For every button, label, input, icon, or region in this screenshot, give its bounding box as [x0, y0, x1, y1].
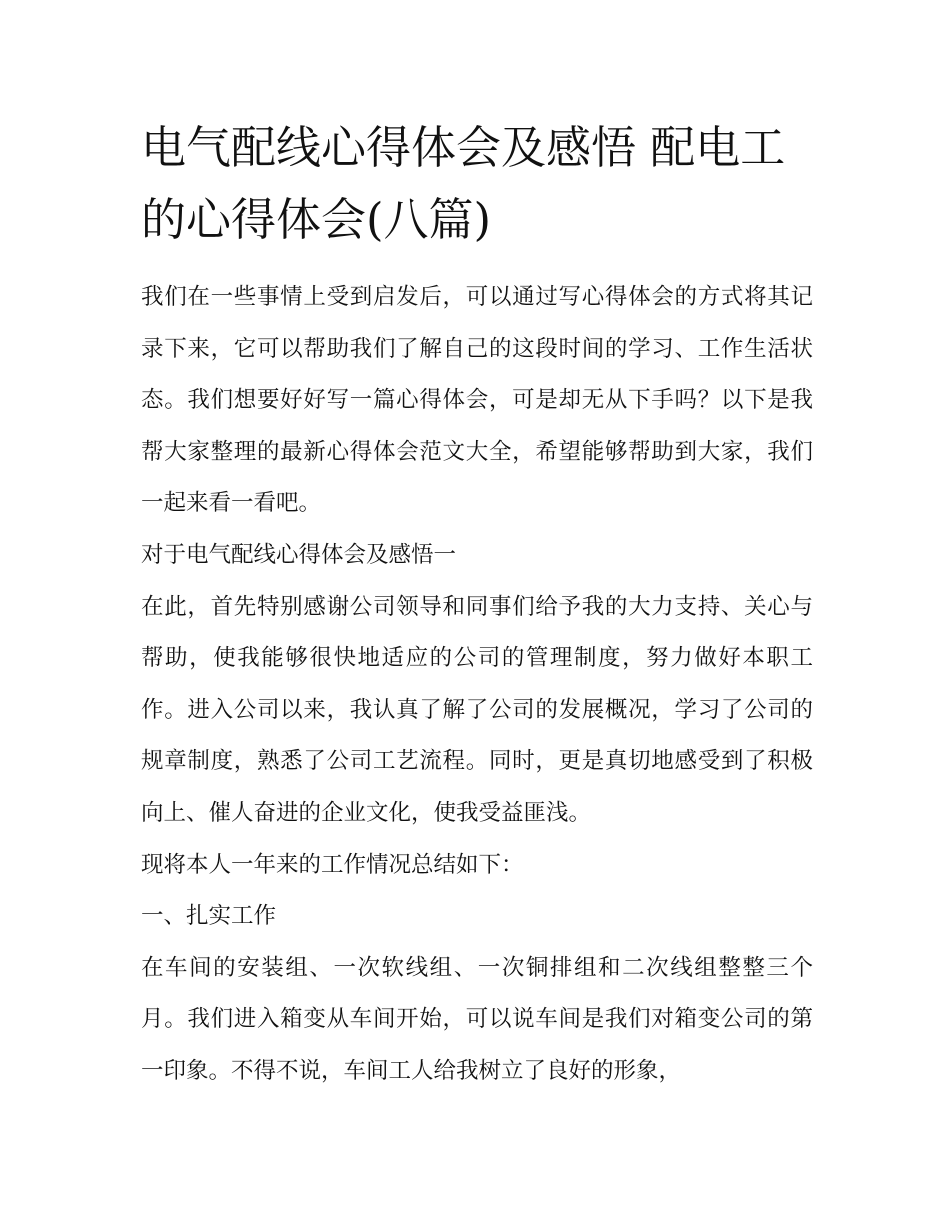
summary-line: 现将本人一年来的工作情况总结如下：: [141, 851, 524, 878]
section-heading: 对于电气配线心得体会及感悟一: [141, 541, 457, 568]
section-paragraph: 在此，首先特别感谢公司领导和同事们给予我的大力支持、关心与帮助，使我能够很快地适应的公司的管理制度，努力做好本职工作。进入公司以来，我认真了解了公司的发展概况，学习了公司的规章制度，熟悉了公司工艺流程。同时，更是真切地感受到了积极向上、催人奋进的企业文化，使我受益匪浅。: [141, 593, 813, 826]
subsection-paragraph: 在车间的安装组、一次软线组、一次铜排组和二次线组整整三个月。我们进入箱变从车间开始，可以说车间是我们对箱变公司的第一印象。不得不说，车间工人给我树立了良好的形象，: [141, 954, 813, 1084]
document-body: [141, 112, 813, 1098]
intro-paragraph: 我们在一些事情上受到启发后，可以通过写心得体会的方式将其记录下来，它可以帮助我们了解自己的这段时间的学习、工作生活状态。我们想要好好写一篇心得体会，可是却无从下手吗？以下是我帮大家整理的最新心得体会范文大全，希望能够帮助到大家，我们一起来看一看吧。: [141, 284, 813, 517]
subsection-heading: 一、扎实工作: [141, 903, 277, 930]
document-title: 电气配线心得体会及感悟 配电工的心得体会(八篇): [141, 121, 786, 246]
